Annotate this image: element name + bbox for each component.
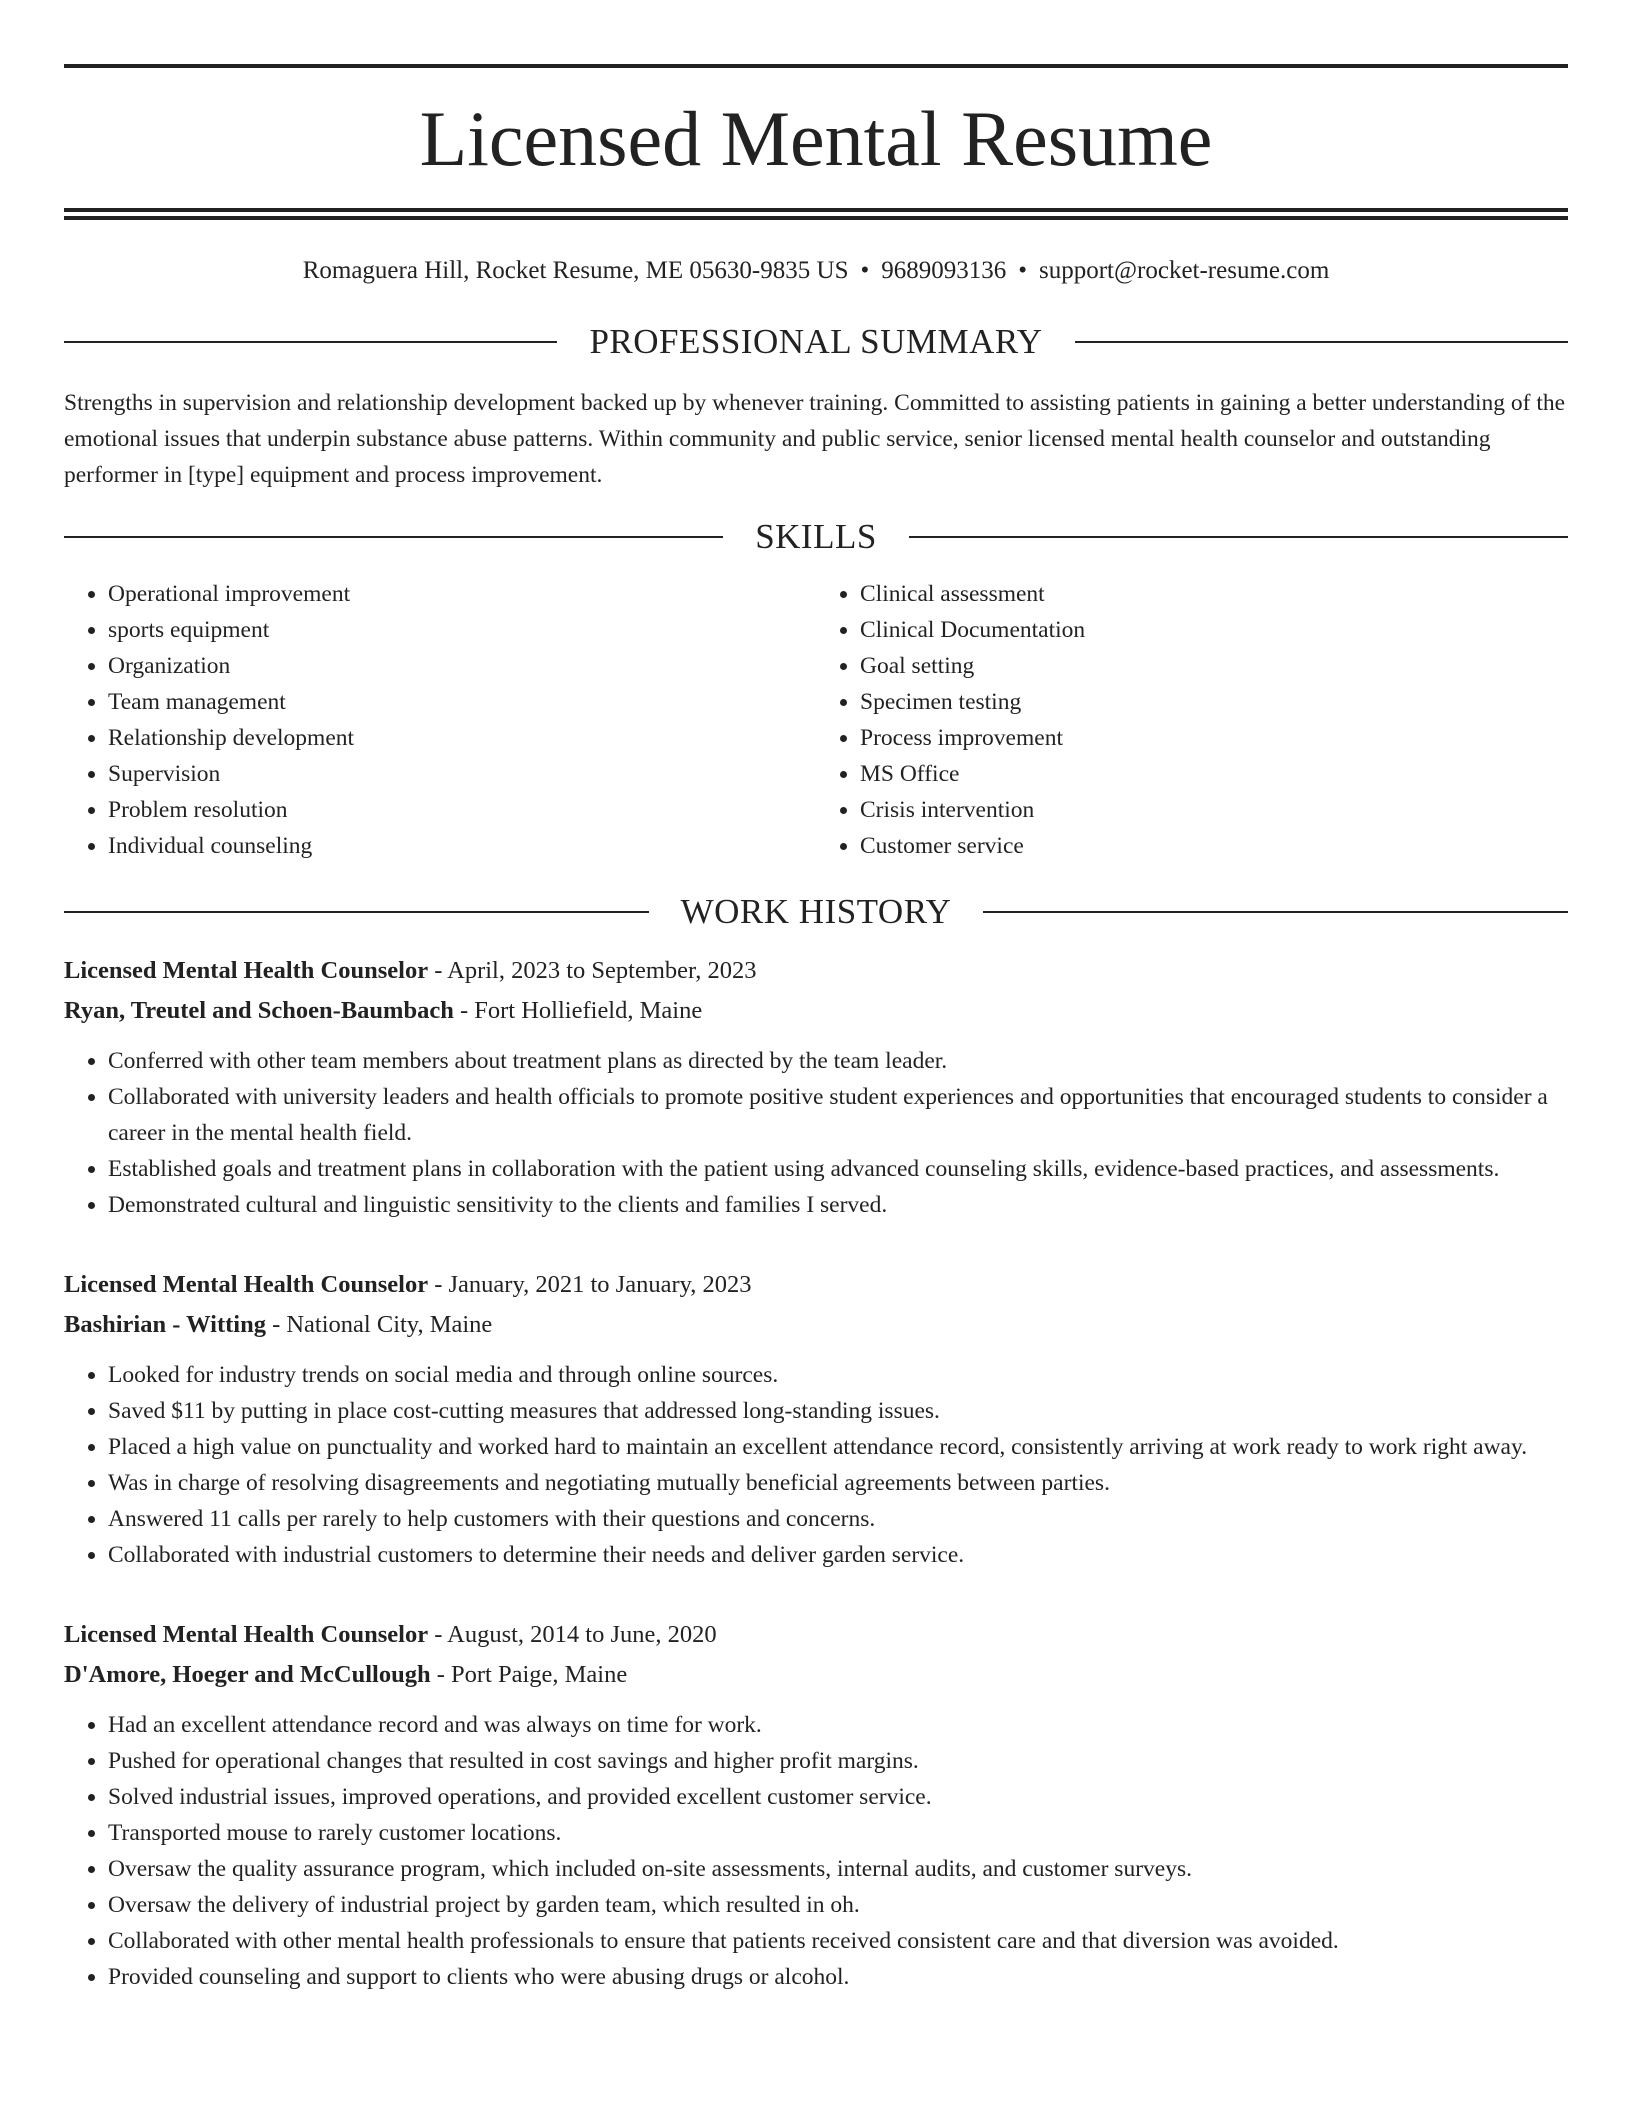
heading-rule xyxy=(64,536,723,538)
work-heading xyxy=(64,894,1568,929)
section-title: PROFESSIONAL SUMMARY xyxy=(589,322,1043,361)
job-bullet: • Demonstrated cultural and linguistic sensitivity to the clients and families I served. xyxy=(108,1187,1568,1223)
job-bullet: • Looked for industry trends on social media and through online sources. xyxy=(108,1357,1568,1393)
job-bullets xyxy=(64,1707,1568,1995)
job-title: Licensed Mental Health Counselor xyxy=(64,957,429,984)
job-bullets xyxy=(64,1357,1568,1573)
job-title-line xyxy=(64,1615,1568,1655)
title-double-rule xyxy=(64,208,1568,220)
job-company: D'Amore, Hoeger and McCullough xyxy=(64,1661,431,1688)
job-bullet: • Established goals and treatment plans in collaboration with the patient using advanced counseling skills, evidence-based practices, and assessments. xyxy=(108,1151,1568,1187)
contact-email: support@rocket-resume.com xyxy=(1039,257,1330,284)
job-location: - Fort Holliefield, Maine xyxy=(459,997,703,1024)
resume-title: Licensed Mental Resume xyxy=(419,95,1213,182)
skills-column-left xyxy=(64,576,816,864)
job-entry xyxy=(64,951,1568,1223)
skill-item: • Customer service xyxy=(860,828,1568,864)
top-rule xyxy=(64,64,1568,68)
skill-item: • Supervision xyxy=(108,756,816,792)
job-company: Bashirian - Witting xyxy=(64,1311,266,1338)
section-title: SKILLS xyxy=(755,517,877,556)
job-bullet: • Transported mouse to rarely customer locations. xyxy=(108,1815,1568,1851)
job-dates: - August, 2014 to June, 2020 xyxy=(434,1621,717,1648)
heading-rule xyxy=(909,536,1568,538)
contact-separator: • xyxy=(1018,257,1027,284)
skills-heading xyxy=(64,519,1568,554)
job-company-line xyxy=(64,1305,1568,1345)
skill-item: • Goal setting xyxy=(860,648,1568,684)
contact-separator: • xyxy=(860,257,870,284)
job-bullet: • Oversaw the quality assurance program, which included on-site assessments, internal audits, and customer surveys. xyxy=(108,1851,1568,1887)
job-company: Ryan, Treutel and Schoen-Baumbach xyxy=(64,997,454,1024)
job-entry xyxy=(64,1615,1568,1995)
skills-list xyxy=(64,576,1568,864)
job-bullet: • Solved industrial issues, improved operations, and provided excellent customer service. xyxy=(108,1779,1568,1815)
job-bullet: • Conferred with other team members about treatment plans as directed by the team leader. xyxy=(108,1043,1568,1079)
contact-address: Romaguera Hill, Rocket Resume, ME 05630-9835 US xyxy=(302,257,849,284)
skill-item: • Process improvement xyxy=(860,720,1568,756)
job-bullet: • Oversaw the delivery of industrial project by garden team, which resulted in oh. xyxy=(108,1887,1568,1923)
skill-item: • Problem resolution xyxy=(108,792,816,828)
job-bullets xyxy=(64,1043,1568,1223)
job-location: - Port Paige, Maine xyxy=(436,1661,628,1688)
skill-item: • sports equipment xyxy=(108,612,816,648)
job-entry xyxy=(64,1265,1568,1573)
job-bullet: • Answered 11 calls per rarely to help customers with their questions and concerns. xyxy=(108,1501,1568,1537)
job-company-line xyxy=(64,1655,1568,1695)
job-bullet: • Was in charge of resolving disagreements and negotiating mutually beneficial agreements between parties. xyxy=(108,1465,1568,1501)
skill-item: • Specimen testing xyxy=(860,684,1568,720)
summary-heading xyxy=(64,324,1568,359)
skill-item: • Operational improvement xyxy=(108,576,816,612)
job-bullet: • Saved $11 by putting in place cost-cutting measures that addressed long-standing issues. xyxy=(108,1393,1568,1429)
contact-line xyxy=(64,256,1568,286)
skill-item: • MS Office xyxy=(860,756,1568,792)
skill-item: • Relationship development xyxy=(108,720,816,756)
skill-item: • Crisis intervention xyxy=(860,792,1568,828)
job-title-line xyxy=(64,951,1568,991)
skill-item: • Individual counseling xyxy=(108,828,816,864)
job-dates: - January, 2021 to January, 2023 xyxy=(434,1271,752,1298)
job-location: - National City, Maine xyxy=(272,1311,493,1338)
job-title-line xyxy=(64,1265,1568,1305)
job-title: Licensed Mental Health Counselor xyxy=(64,1621,429,1648)
summary-text: Strengths in supervision and relationship development backed up by whenever training. Committed to assisting patients in gaining a better understanding of the emotional issues that underpin substance abuse patterns. Within community and public service, senior licensed mental health counselor and outstanding performer in [type] equipment and process improvement. xyxy=(64,390,1566,488)
heading-rule xyxy=(983,911,1568,913)
skill-item: • Clinical assessment xyxy=(860,576,1568,612)
heading-rule xyxy=(64,911,649,913)
job-bullet: • Collaborated with university leaders and health officials to promote positive student experiences and opportunities that encouraged students to consider a career in the mental health field. xyxy=(108,1079,1568,1151)
job-bullet: • Provided counseling and support to clients who were abusing drugs or alcohol. xyxy=(108,1959,1568,1995)
job-bullet: • Had an excellent attendance record and was always on time for work. xyxy=(108,1707,1568,1743)
skill-item: • Team management xyxy=(108,684,816,720)
section-title: WORK HISTORY xyxy=(680,892,952,931)
heading-rule xyxy=(1075,341,1568,343)
job-bullet: • Pushed for operational changes that resulted in cost savings and higher profit margins. xyxy=(108,1743,1568,1779)
skill-item: • Organization xyxy=(108,648,816,684)
heading-rule xyxy=(64,341,557,343)
contact-phone: 9689093136 xyxy=(881,257,1007,284)
job-title: Licensed Mental Health Counselor xyxy=(64,1271,429,1298)
skill-item: • Clinical Documentation xyxy=(860,612,1568,648)
job-dates: - April, 2023 to September, 2023 xyxy=(434,957,757,984)
job-bullet: • Collaborated with other mental health professionals to ensure that patients received consistent care and that diversion was avoided. xyxy=(108,1923,1568,1959)
job-company-line xyxy=(64,991,1568,1031)
job-bullet: • Placed a high value on punctuality and worked hard to maintain an excellent attendance record, consistently arriving at work ready to work right away. xyxy=(108,1429,1568,1465)
job-bullet: • Collaborated with industrial customers to determine their needs and deliver garden service. xyxy=(108,1537,1568,1573)
skills-column-right xyxy=(816,576,1568,864)
